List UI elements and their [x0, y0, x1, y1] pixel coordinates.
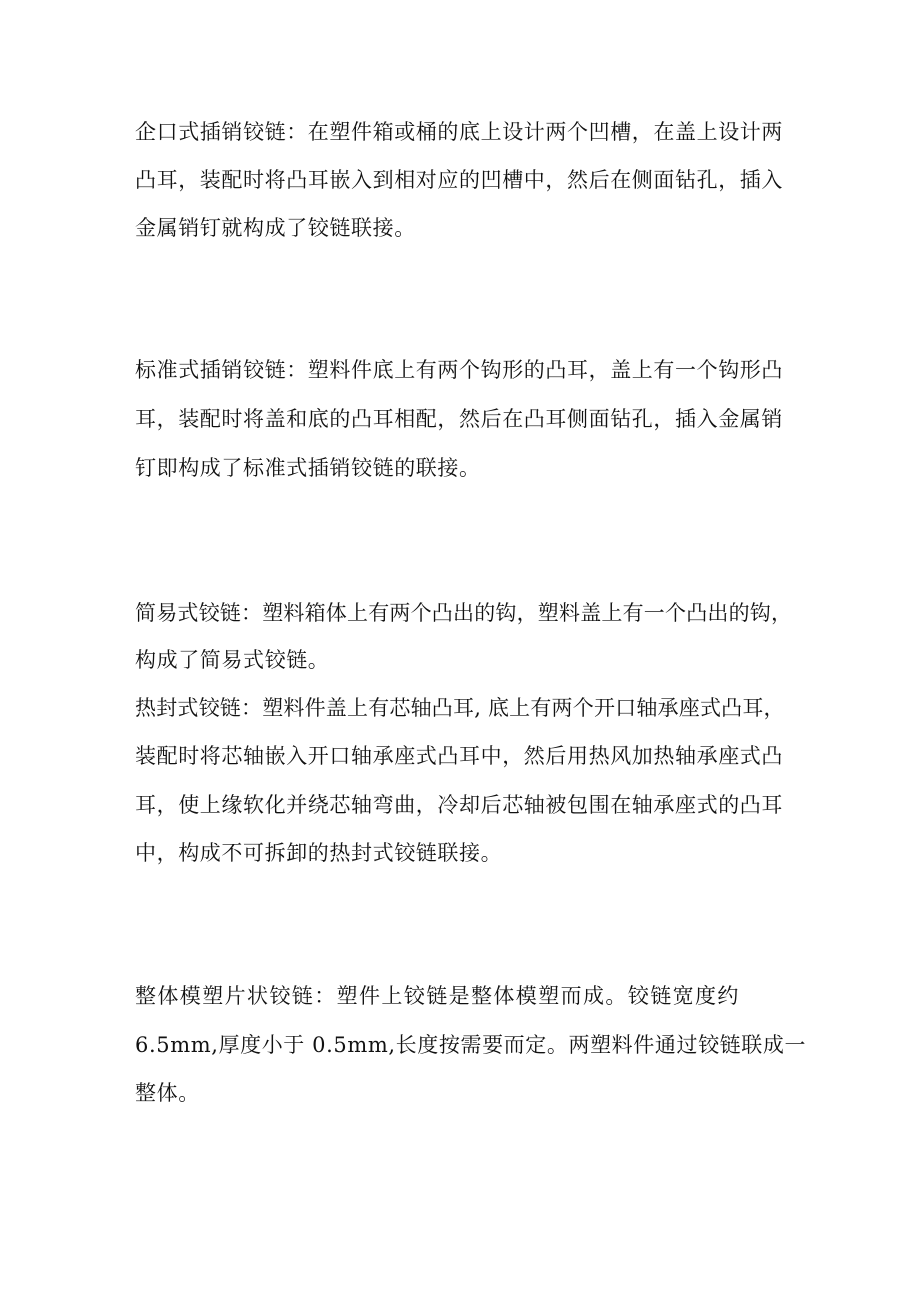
- paragraph-5-line-1: 整体模塑片状铰链：塑件上铰链是整体模塑而成。铰链宽度约: [135, 984, 740, 1008]
- paragraph-5-line-3: 整体。: [135, 1081, 200, 1105]
- paragraph-3-line-1: 简易式铰链：塑料箱体上有两个凸出的钩，塑料盖上有一个凸出的钩，: [135, 601, 793, 625]
- paragraph-2-line-1: 标准式插销铰链：塑料件底上有两个钩形的凸耳，盖上有一个钩形凸: [135, 358, 783, 382]
- paragraph-2-line-3: 钉即构成了标准式插销铰链的联接。: [135, 456, 481, 480]
- paragraph-4-line-1: 热封式铰链：塑料件盖上有芯轴凸耳, 底上有两个开口轴承座式凸耳，: [135, 696, 785, 720]
- paragraph-4-line-4: 中，构成不可拆卸的热封式铰链联接。: [135, 841, 503, 865]
- paragraph-2-line-2: 耳，装配时将盖和底的凸耳相配，然后在凸耳侧面钻孔，插入金属销: [135, 407, 783, 431]
- paragraph-1-line-2: 凸耳，装配时将凸耳嵌入到相对应的凹槽中，然后在侧面钻孔，插入: [135, 168, 783, 192]
- paragraph-1-line-3: 金属销钉就构成了铰链联接。: [135, 216, 416, 240]
- paragraph-1-line-1: 企口式插销铰链：在塑件箱或桶的底上设计两个凹槽，在盖上设计两: [135, 120, 783, 144]
- paragraph-3-line-2: 构成了简易式铰链。: [135, 648, 330, 672]
- paragraph-4-line-3: 耳，使上缘软化并绕芯轴弯曲，冷却后芯轴被包围在轴承座式的凸耳: [135, 793, 783, 817]
- paragraph-4-line-2: 装配时将芯轴嵌入开口轴承座式凸耳中，然后用热风加热轴承座式凸: [135, 744, 783, 768]
- paragraph-5-line-2: 6.5mm,厚度小于 0.5mm,长度按需要而定。两塑料件通过铰链联成一: [135, 1033, 807, 1057]
